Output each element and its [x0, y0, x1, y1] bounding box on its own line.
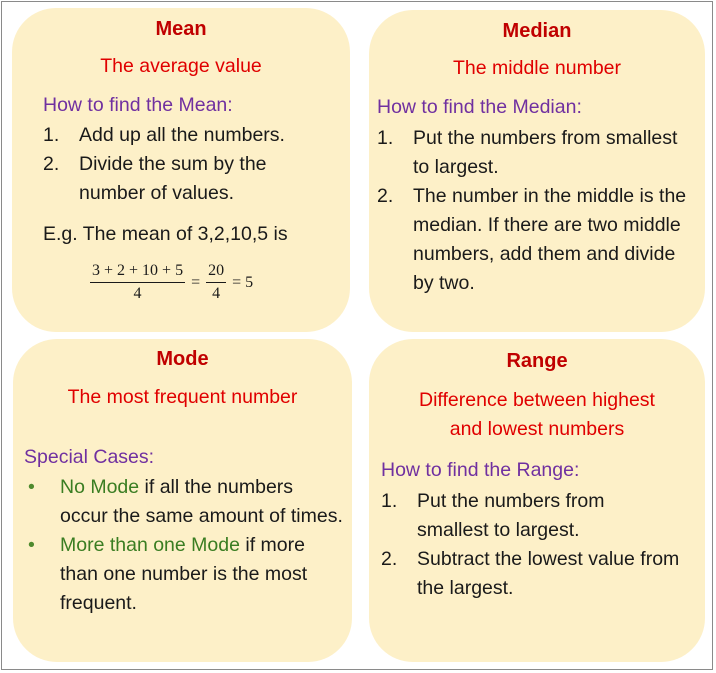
mean-formula-denominator-1: 4: [133, 285, 142, 302]
median-step-1: [377, 124, 695, 182]
mean-formula-numerator-1: 3 + 2 + 10 + 5: [90, 260, 185, 283]
range-step-2-number: 2.: [381, 548, 398, 570]
median-step-1-number: 1.: [377, 127, 394, 149]
mean-card: [12, 8, 350, 332]
mode-case-1-text: if all the numbers occur the same amount of times.: [60, 476, 343, 527]
range-steps-list: [381, 487, 681, 603]
mean-formula-equals-1: =: [191, 273, 201, 291]
mode-card: [13, 339, 352, 662]
mode-case-1-highlight: No Mode: [60, 476, 140, 498]
median-title: Median: [502, 20, 572, 42]
range-subtitle-line-2: and lowest numbers: [449, 418, 625, 440]
range-card: [369, 339, 705, 662]
mean-step-1-text: Add up all the numbers.: [79, 124, 285, 146]
mean-steps-list: [43, 121, 338, 208]
median-card: [369, 10, 705, 332]
mode-special-cases-heading: Special Cases:: [24, 446, 155, 468]
mean-subtitle: The average value: [100, 55, 262, 77]
mean-title: Mean: [155, 18, 207, 40]
median-step-2-number: 2.: [377, 185, 394, 207]
mode-case-1: [24, 473, 344, 531]
mean-formula-denominator-2: 4: [212, 285, 221, 302]
mode-subtitle: The most frequent number: [67, 386, 298, 408]
mode-title: Mode: [156, 348, 209, 370]
mean-step-2-number: 2.: [43, 153, 60, 175]
range-step-2-text: Subtract the lowest value from the largest.: [417, 548, 680, 599]
median-howto-heading: How to find the Median:: [377, 96, 582, 118]
median-subtitle: The middle number: [453, 57, 621, 79]
range-step-1: [381, 487, 681, 545]
mean-formula: [86, 260, 255, 305]
mode-case-2-highlight: More than one Mode: [60, 534, 240, 556]
range-subtitle-line-1: Difference between highest: [419, 389, 655, 411]
mean-formula-fraction-1: [90, 260, 185, 305]
bullet-icon: •: [28, 476, 35, 498]
range-step-1-text: Put the numbers from smallest to largest.: [417, 490, 605, 541]
median-step-2-text: The number in the middle is the median. If there are two middle numbers, add them and divide by two.: [413, 185, 687, 294]
mean-step-2-text: Divide the sum by the number of values.: [79, 153, 267, 204]
mean-formula-numerator-2: 20: [206, 260, 226, 283]
bullet-icon: •: [28, 534, 35, 556]
mode-cases-list: [24, 473, 344, 618]
mean-example: E.g. The mean of 3,2,10,5 is: [43, 223, 288, 245]
mean-howto-heading: How to find the Mean:: [43, 94, 233, 116]
range-title: Range: [506, 350, 568, 372]
mean-step-1: [43, 121, 338, 150]
mean-step-1-number: 1.: [43, 124, 60, 146]
range-step-2: [381, 545, 681, 603]
mean-formula-result: = 5: [232, 273, 254, 291]
range-howto-heading: How to find the Range:: [381, 459, 580, 481]
median-step-2: [377, 182, 695, 298]
median-steps-list: [377, 124, 695, 298]
median-step-1-text: Put the numbers from smallest to largest.: [413, 127, 678, 178]
mode-case-2: [24, 531, 344, 618]
mean-step-2: [43, 150, 338, 208]
mode-case-2-text: if more than one number is the most frequent.: [60, 534, 308, 614]
range-step-1-number: 1.: [381, 490, 398, 512]
mean-formula-fraction-2: [206, 260, 226, 305]
